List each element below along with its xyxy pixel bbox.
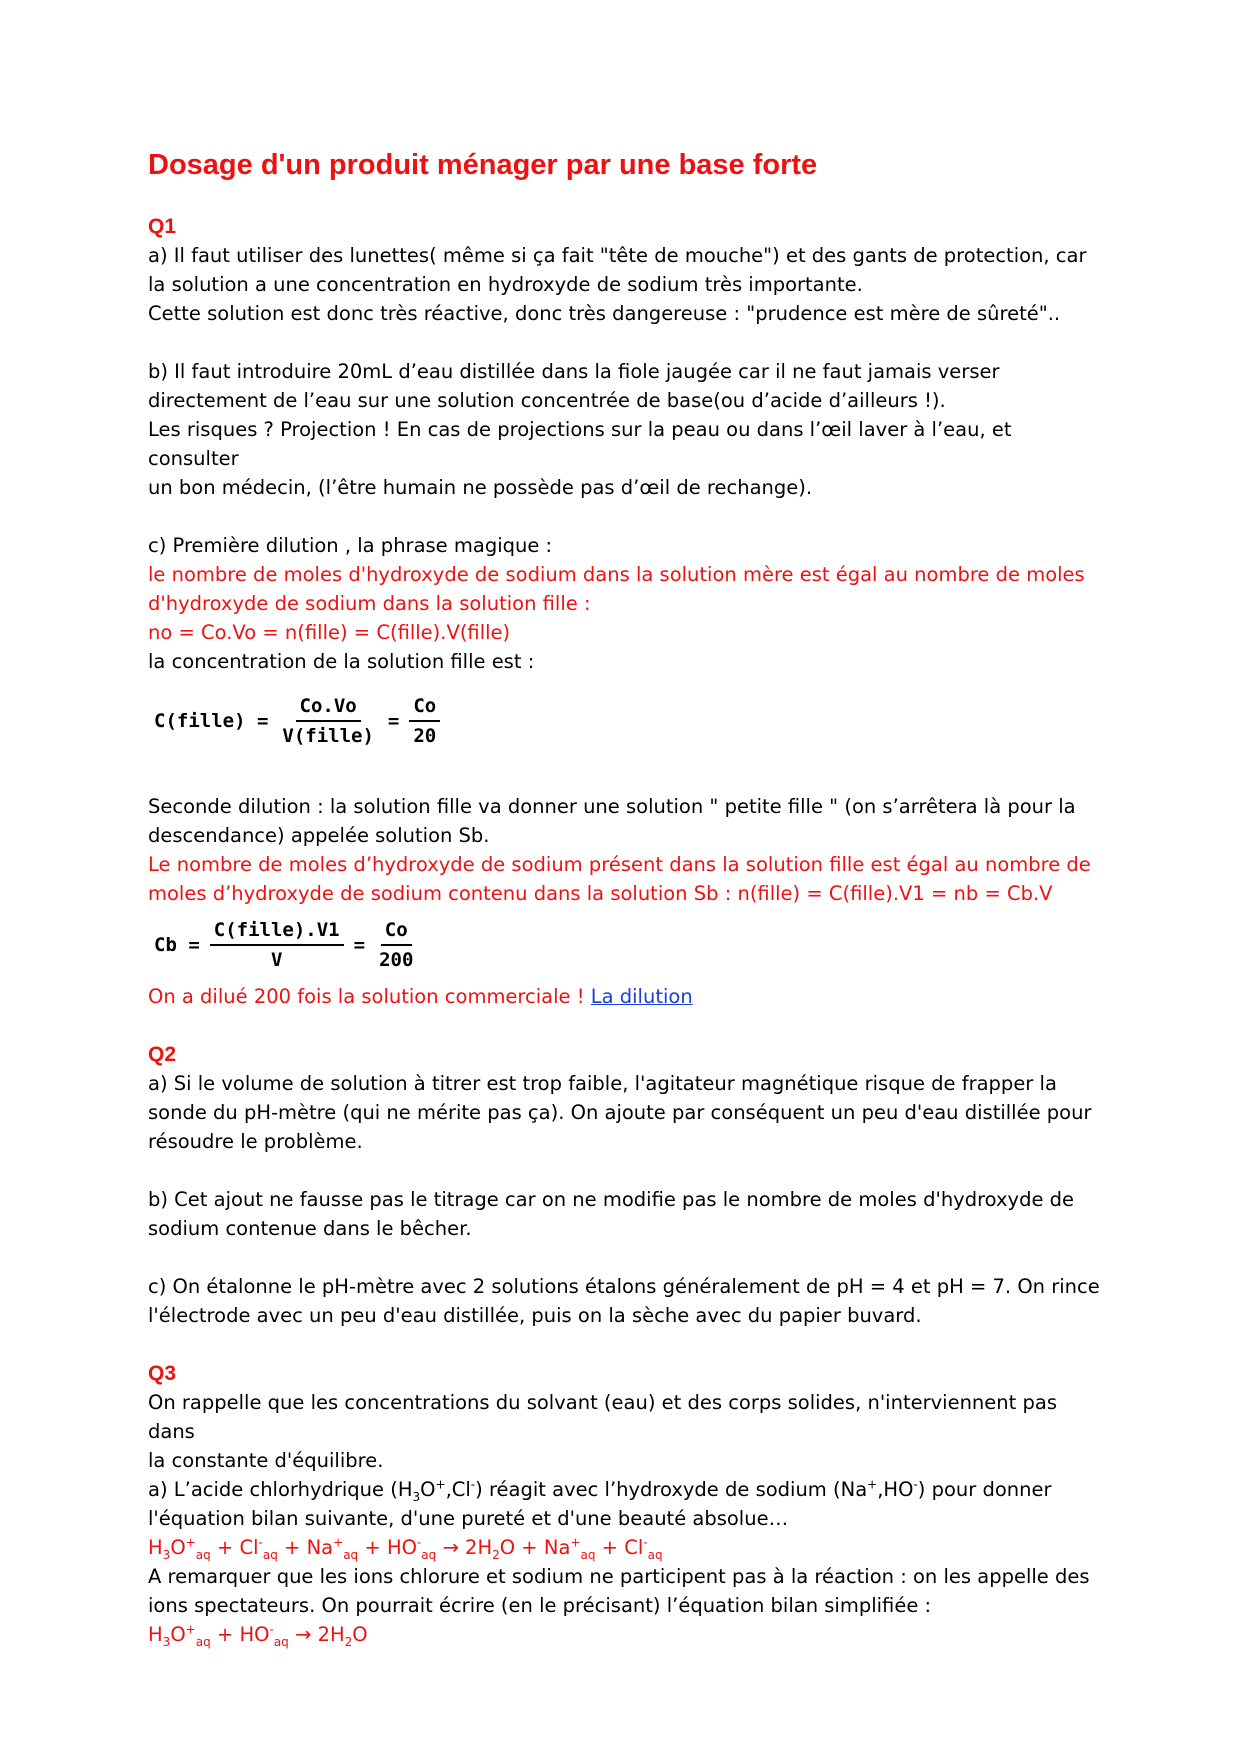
q1-c-red2: d'hydroxyde de sodium dans la solution fille : — [148, 592, 591, 615]
formula2-lhs: Cb = — [154, 933, 200, 956]
formula1-num1: Co.Vo — [296, 695, 361, 722]
q1-second-line2: descendance) appelée solution Sb. — [148, 824, 490, 847]
formula2-num1: C(fille).V1 — [210, 919, 344, 946]
q1-b-line3: Les risques ? Projection ! En cas de projections sur la peau ou dans l’œil laver à l’eau, et consulter — [148, 418, 1012, 470]
q3-remark1: A remarquer que les ions chlorure et sodium ne participent pas à la réaction : on les appelle des — [148, 1565, 1090, 1588]
q2-heading: Q2 — [148, 1043, 177, 1066]
formula2-num2: Co — [381, 919, 412, 946]
reaction-arrow: → — [436, 1536, 466, 1559]
q1-b-line4: un bon médecin, (l’être humain ne possède pas d’œil de rechange). — [148, 476, 813, 499]
dilution-link[interactable]: La dilution — [590, 985, 693, 1008]
q1-c-line2: la concentration de la solution fille est : — [148, 650, 535, 673]
formula2-eq: = — [353, 933, 366, 956]
formula2-fraction2 — [375, 919, 417, 971]
q2-a-line1: a) Si le volume de solution à titrer est trop faible, l'agitateur magnétique risque de frapper la — [148, 1072, 1057, 1095]
q3-remark2: ions spectateurs. On pourrait écrire (en le précisant) l’équation bilan simplifiée : — [148, 1594, 932, 1617]
q3-line2: la constante d'équilibre. — [148, 1449, 384, 1472]
q1-second-line1: Seconde dilution : la solution fille va donner une solution " petite fille " (on s’arrêtera là pour la — [148, 795, 1076, 818]
q2-c-line1: c) On étalonne le pH-mètre avec 2 solutions étalons généralement de pH = 4 et pH = 7. On rince — [148, 1275, 1100, 1298]
q1-b-line1: b) Il faut introduire 20mL d’eau distillée dans la fiole jaugée car il ne faut jamais verser — [148, 360, 1000, 383]
q3-a-line2: l'équation bilan suivante, d'une pureté et d'une beauté absolue… — [148, 1507, 789, 1530]
q1-second-red2: moles d’hydroxyde de sodium contenu dans la solution Sb : n(fille) = C(fille).V1 = nb = Cb.V — [148, 882, 1053, 905]
formula1-fraction1 — [278, 695, 378, 747]
page-title: Dosage d'un produit ménager par une base forte — [148, 149, 818, 181]
formula1-eq: = — [387, 709, 400, 732]
q3-a-pre: a) L’acide chlorhydrique (H — [148, 1478, 413, 1501]
q2-a-line2: sonde du pH-mètre (qui ne mérite pas ça). On ajoute par conséquent un peu d'eau distillée pour — [148, 1101, 1092, 1124]
q1-b-line2: directement de l’eau sur une solution concentrée de base(ou d’acide d’ailleurs !). — [148, 389, 946, 412]
formula1-fraction2 — [409, 695, 440, 747]
formula2-den1: V — [270, 949, 283, 971]
formula2-fraction1 — [210, 919, 344, 971]
q3-a-line1: a) L’acide chlorhydrique $(H_3O^+,Cl^-)$ réagit avec l’hydroxyde de sodium (Na+,HO-) pour donner — [148, 1477, 1052, 1504]
formula1-lhs: C(fille) = — [154, 709, 269, 732]
q1-a-line1: a) Il faut utiliser des lunettes( même si ça fait "tête de mouche") et des gants de protection, car — [148, 244, 1087, 267]
q2-b-line1: b) Cet ajout ne fausse pas le titrage car on ne modifie pas le nombre de moles d'hydroxyde de — [148, 1188, 1075, 1211]
formula-concentration-fille — [148, 680, 1108, 762]
q1-a-line3: Cette solution est donc très réactive, donc très dangereuse : "prudence est mère de sûreté".. — [148, 302, 1061, 325]
q1-c-line1: c) Première dilution , la phrase magique : — [148, 534, 553, 557]
document-content — [148, 148, 1108, 1649]
reaction-arrow: → — [288, 1623, 318, 1646]
formula2-den2: 200 — [379, 949, 414, 971]
formula1-num2: Co — [409, 695, 440, 722]
q2-b-line2: sodium contenue dans le bêcher. — [148, 1217, 472, 1240]
q1-second-red1: Le nombre de moles d’hydroxyde de sodium présent dans la solution fille est égal au nombre de — [148, 853, 1091, 876]
q1-dilution-text: On a dilué 200 fois la solution commerciale ! — [148, 985, 591, 1008]
q3-heading: Q3 — [148, 1362, 177, 1385]
q1-a-line2: la solution a une concentration en hydroxyde de sodium très importante. — [148, 273, 863, 296]
equation-bilan-simplified: $H_3O^+_{aq} + HO^-_{aq} \to 2H_2O$ — [148, 1622, 368, 1649]
q3-line1: On rappelle que les concentrations du solvant (eau) et des corps solides, n'interviennent pas dans — [148, 1391, 1057, 1443]
q1-dilution-line — [148, 982, 1108, 1011]
formula-concentration-sb — [148, 910, 1108, 980]
equation-bilan-full: $H_3O^+_{aq} + Cl^-_{aq} + Na^+_{aq} + HO^-_{aq} \to 2H_2O + Na^+_{aq} + Cl^-_{aq}$ — [148, 1535, 663, 1562]
formula1-den2: 20 — [413, 725, 437, 747]
q2-c-line2: l'électrode avec un peu d'eau distillée, puis on la sèche avec du papier buvard. — [148, 1304, 922, 1327]
formula1-den1: V(fille) — [282, 725, 374, 747]
q1-heading: Q1 — [148, 215, 177, 238]
q1-c-red3: no = Co.Vo = n(fille) = C(fille).V(fille) — [148, 621, 511, 644]
q2-a-line3: résoudre le problème. — [148, 1130, 363, 1153]
q1-c-red1: le nombre de moles d'hydroxyde de sodium dans la solution mère est égal au nombre de moles — [148, 563, 1085, 586]
